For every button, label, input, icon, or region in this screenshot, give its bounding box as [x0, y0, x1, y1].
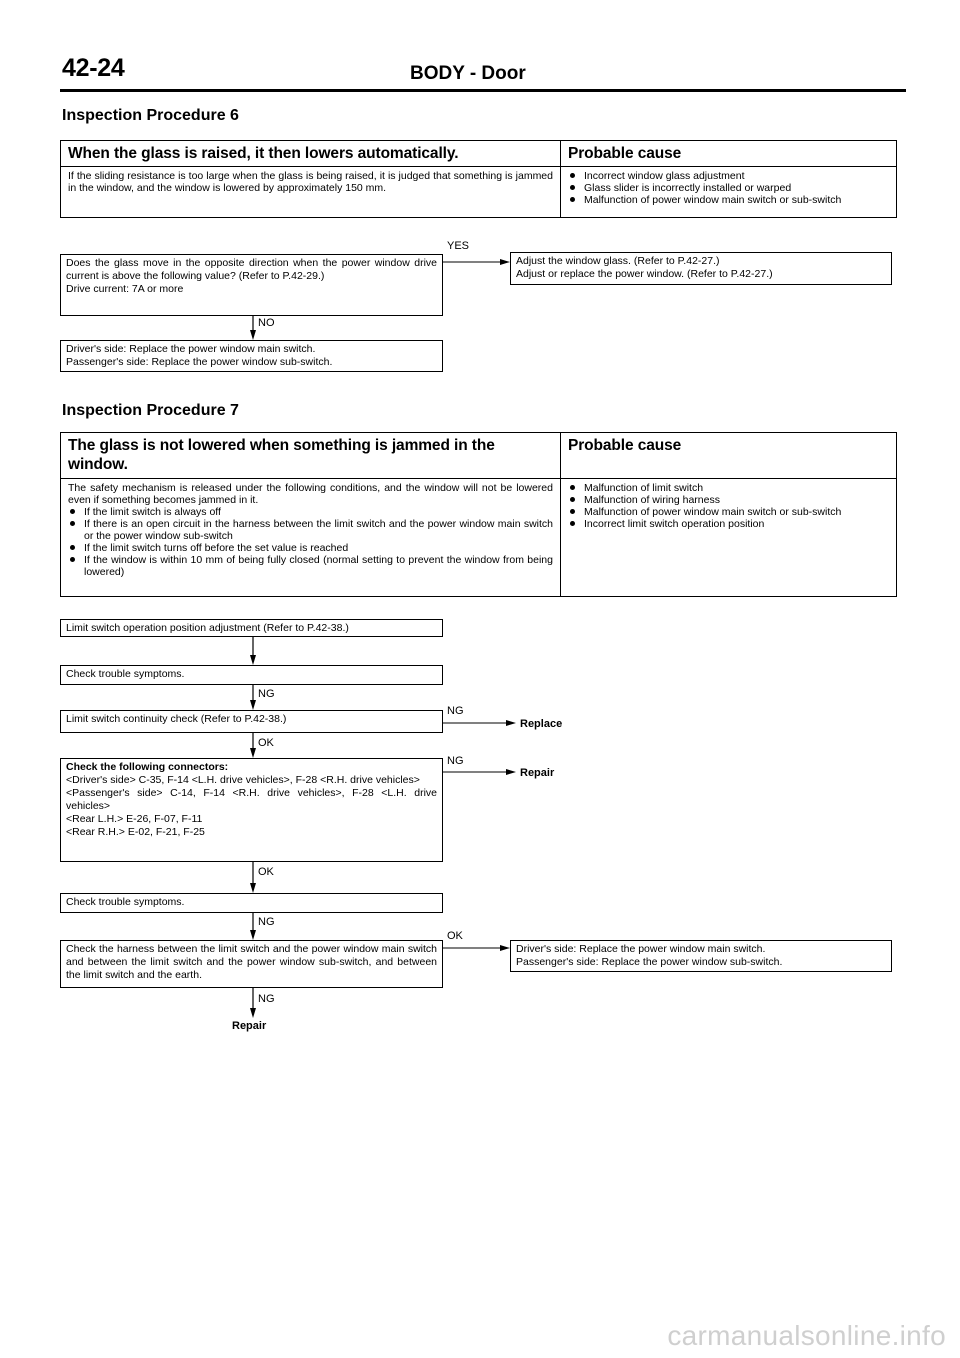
cause-item: Malfunction of wiring harness	[568, 494, 889, 506]
arrow-harness-ng-down	[250, 988, 256, 1018]
drive-current-spec: Drive current: 7A or more	[66, 283, 184, 295]
flow-no-action	[60, 340, 443, 372]
flow-harness-ok-action	[510, 940, 892, 972]
procedure-6-probable-cause-heading: Probable cause	[561, 141, 896, 167]
action-line: Adjust or replace the power window. (Refer to P.42-27.)	[516, 268, 773, 280]
page-number: 42-24	[62, 54, 125, 82]
flow-question-drive-current	[60, 254, 443, 316]
header-rule	[60, 89, 906, 92]
cause-item: Incorrect limit switch operation position	[568, 518, 889, 530]
ok-label: OK	[447, 930, 463, 942]
condition-item: If the window is within 10 mm of being fully closed (normal setting to prevent the window from being lowered)	[68, 554, 553, 578]
arrow-connectors-ok-down	[250, 862, 256, 893]
watermark: carmanualsonline.info	[667, 1320, 946, 1351]
arrow-continuity-ng-right	[443, 720, 516, 726]
procedure-7-table	[60, 432, 897, 597]
arrow-adjust-down	[250, 637, 256, 665]
procedure-7-description: The safety mechanism is released under the following conditions, and the window will not be lowered even if something becomes jammed in it.	[68, 482, 553, 506]
condition-item: If there is an open circuit in the harness between the limit switch and the power window main switch or the power window sub-switch	[68, 518, 553, 542]
repair-action: Repair	[520, 767, 555, 779]
ng-label: NG	[258, 916, 275, 928]
arrow-no-down	[250, 316, 256, 340]
condition-item: If the limit switch turns off before the set value is reached	[68, 542, 553, 554]
ng-label: NG	[447, 755, 464, 767]
flow-step-continuity-check: Limit switch continuity check (Refer to P.42-38.)	[60, 710, 443, 733]
section-title: BODY - Door	[410, 63, 526, 84]
cause-item: Malfunction of power window main switch or sub-switch	[568, 194, 889, 206]
flow-yes-action	[510, 252, 892, 285]
cause-list	[568, 482, 889, 530]
procedure-7-title: Inspection Procedure 7	[62, 402, 239, 419]
condition-item: If the limit switch is always off	[68, 506, 553, 518]
connector-line: <Passenger's side> C-14, F-14 <R.H. drive vehicles>, F-28 <L.H. drive vehicles>	[66, 787, 437, 812]
replace-action: Replace	[520, 718, 563, 730]
arrow-connectors-ng-right	[443, 769, 516, 775]
flow-step-harness-check: Check the harness between the limit switch and the power window main switch and between the limit switch and the power window sub-switch, and between the limit switch and the earth.	[60, 940, 443, 988]
cause-item: Malfunction of power window main switch or sub-switch	[568, 506, 889, 518]
procedure-6-description: If the sliding resistance is too large when the glass is being raised, it is judged that something is jammed in the window, and the window is lowered by approximately 150 mm.	[61, 167, 561, 217]
procedure-6-symptom: When the glass is raised, it then lowers automatically.	[61, 141, 561, 167]
flow-step-limit-switch-adjustment: Limit switch operation position adjustment (Refer to P.42-38.)	[60, 619, 443, 637]
arrow-harness-ok-right	[443, 945, 510, 951]
final-repair-action: Repair	[232, 1020, 267, 1032]
arrow-symptoms2-ng-down	[250, 913, 256, 940]
ng-label: NG	[447, 705, 464, 717]
flow-step-check-symptoms-2: Check trouble symptoms.	[60, 893, 443, 913]
action-line: Driver's side: Replace the power window main switch.	[516, 943, 766, 955]
cause-item: Incorrect window glass adjustment	[568, 170, 889, 182]
flow-step-check-connectors	[60, 758, 443, 862]
procedure-7-causes	[561, 479, 896, 596]
ng-label: NG	[258, 993, 275, 1005]
cause-item: Glass slider is incorrectly installed or warped	[568, 182, 889, 194]
cause-list	[568, 170, 889, 206]
condition-list	[68, 506, 553, 578]
no-label: NO	[258, 317, 275, 329]
yes-label: YES	[447, 240, 470, 252]
action-line: Passenger's side: Replace the power window sub-switch.	[516, 956, 783, 968]
arrow-symptoms1-ng-down	[250, 685, 256, 710]
connector-line: <Rear L.H.> E-26, F-07, F-11	[66, 813, 203, 825]
action-line: Passenger's side: Replace the power window sub-switch.	[66, 356, 333, 368]
procedure-7-description-cell	[61, 479, 561, 596]
flow-question-text: Does the glass move in the opposite direction when the power window drive current is above the following value? (Refer to P.42-29.)	[66, 257, 437, 282]
action-line: Adjust the window glass. (Refer to P.42-27.)	[516, 255, 720, 267]
connectors-heading: Check the following connectors:	[66, 761, 229, 773]
procedure-6-title: Inspection Procedure 6	[62, 107, 239, 124]
ok-label: OK	[258, 866, 274, 878]
connector-line: <Rear R.H.> E-02, F-21, F-25	[66, 826, 205, 838]
procedure-7-probable-cause-heading: Probable cause	[561, 433, 896, 479]
procedure-6-causes	[561, 167, 896, 217]
cause-item: Malfunction of limit switch	[568, 482, 889, 494]
arrow-yes-right	[443, 259, 510, 265]
ok-label: OK	[258, 737, 274, 749]
procedure-6-table	[60, 140, 897, 218]
arrow-continuity-ok-down	[250, 733, 256, 758]
ng-label: NG	[258, 688, 275, 700]
action-line: Driver's side: Replace the power window main switch.	[66, 343, 316, 355]
procedure-7-symptom: The glass is not lowered when something is jammed in the window.	[61, 433, 561, 479]
flow-step-check-symptoms-1: Check trouble symptoms.	[60, 665, 443, 685]
connector-line: <Driver's side> C-35, F-14 <L.H. drive vehicles>, F-28 <R.H. drive vehicles>	[66, 774, 420, 786]
